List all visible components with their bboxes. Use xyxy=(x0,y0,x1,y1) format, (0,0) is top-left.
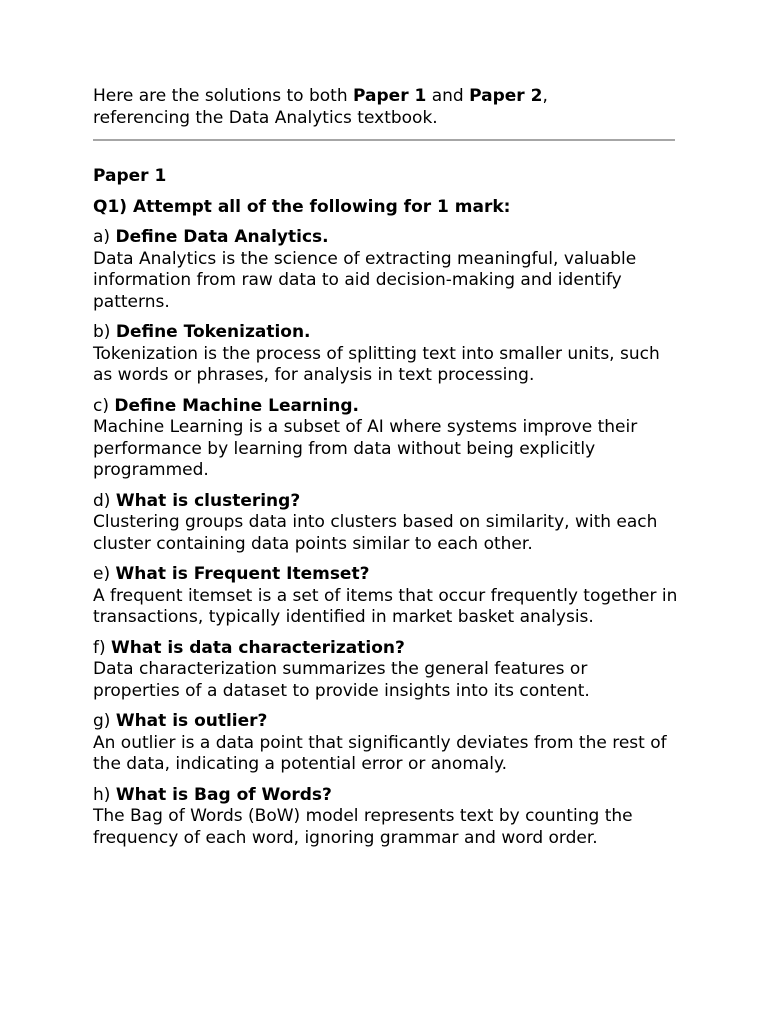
intro-line2: referencing the Data Analytics textbook. xyxy=(93,107,438,128)
document-content xyxy=(93,86,678,849)
question-line xyxy=(93,711,678,733)
question-line xyxy=(93,227,678,249)
intro-and: and xyxy=(426,86,470,106)
answer-text: Tokenization is the process of splitting text into smaller units, such as words or phrases, for analysis in text processing. xyxy=(93,343,660,385)
question-text: Define Tokenization. xyxy=(115,322,311,342)
qa-item-g xyxy=(93,711,678,776)
question-letter: e) xyxy=(93,564,116,584)
question-text: What is outlier? xyxy=(115,711,268,731)
question-letter: a) xyxy=(93,227,116,247)
intro-paragraph xyxy=(93,86,678,129)
question-text: Define Data Analytics. xyxy=(115,227,329,247)
question-text: What is Frequent Itemset? xyxy=(115,564,370,584)
intro-paper1: Paper 1 xyxy=(353,86,427,106)
answer-text: An outlier is a data point that significantly deviates from the rest of the data, indicating a potential error or anomaly. xyxy=(93,732,667,774)
question-text: Define Machine Learning. xyxy=(114,395,360,416)
paper-title: Paper 1 xyxy=(93,166,167,186)
qa-item-b xyxy=(93,322,678,387)
question-text: What is data characterization? xyxy=(111,637,405,658)
question-letter: g) xyxy=(93,711,116,731)
qa-item-c xyxy=(93,396,678,482)
intro-paper2: Paper 2 xyxy=(469,86,543,106)
question-letter: b) xyxy=(93,322,116,342)
answer-text: Data Analytics is the science of extracting meaningful, valuable information from raw data to aid decision-making and identify patterns. xyxy=(93,248,637,312)
question-list xyxy=(93,227,678,849)
question-line xyxy=(93,638,678,660)
question-line xyxy=(93,396,678,418)
intro-prefix: Here are the solutions to both xyxy=(93,86,354,106)
answer-text: A frequent itemset is a set of items that occur frequently together in transactions, typically identified in market basket analysis. xyxy=(93,585,678,627)
question-heading: Q1) Attempt all of the following for 1 mark: xyxy=(93,197,511,217)
intro-suffix: , xyxy=(542,86,548,106)
answer-text: Clustering groups data into clusters based on similarity, with each cluster containing data points similar to each other. xyxy=(93,512,658,554)
qa-item-e xyxy=(93,564,678,629)
horizontal-divider xyxy=(93,139,675,141)
question-letter: d) xyxy=(93,490,116,511)
answer-text: The Bag of Words (BoW) model represents text by counting the frequency of each word, ignoring grammar and word order. xyxy=(93,806,633,848)
question-text: What is Bag of Words? xyxy=(115,784,332,805)
qa-item-f xyxy=(93,638,678,703)
question-line xyxy=(93,564,678,586)
question-letter: c) xyxy=(93,395,115,416)
question-line xyxy=(93,785,678,807)
qa-item-h xyxy=(93,785,678,850)
question-text: What is clustering? xyxy=(115,490,301,511)
qa-item-d xyxy=(93,491,678,556)
question-letter: f) xyxy=(93,637,112,658)
qa-item-a xyxy=(93,227,678,313)
answer-text: Data characterization summarizes the general features or properties of a dataset to provide insights into its content. xyxy=(93,659,590,701)
question-line xyxy=(93,322,678,344)
answer-text: Machine Learning is a subset of AI where systems improve their performance by learning from data without being explicitly programmed. xyxy=(93,417,638,480)
question-line xyxy=(93,491,678,513)
question-letter: h) xyxy=(93,784,116,805)
